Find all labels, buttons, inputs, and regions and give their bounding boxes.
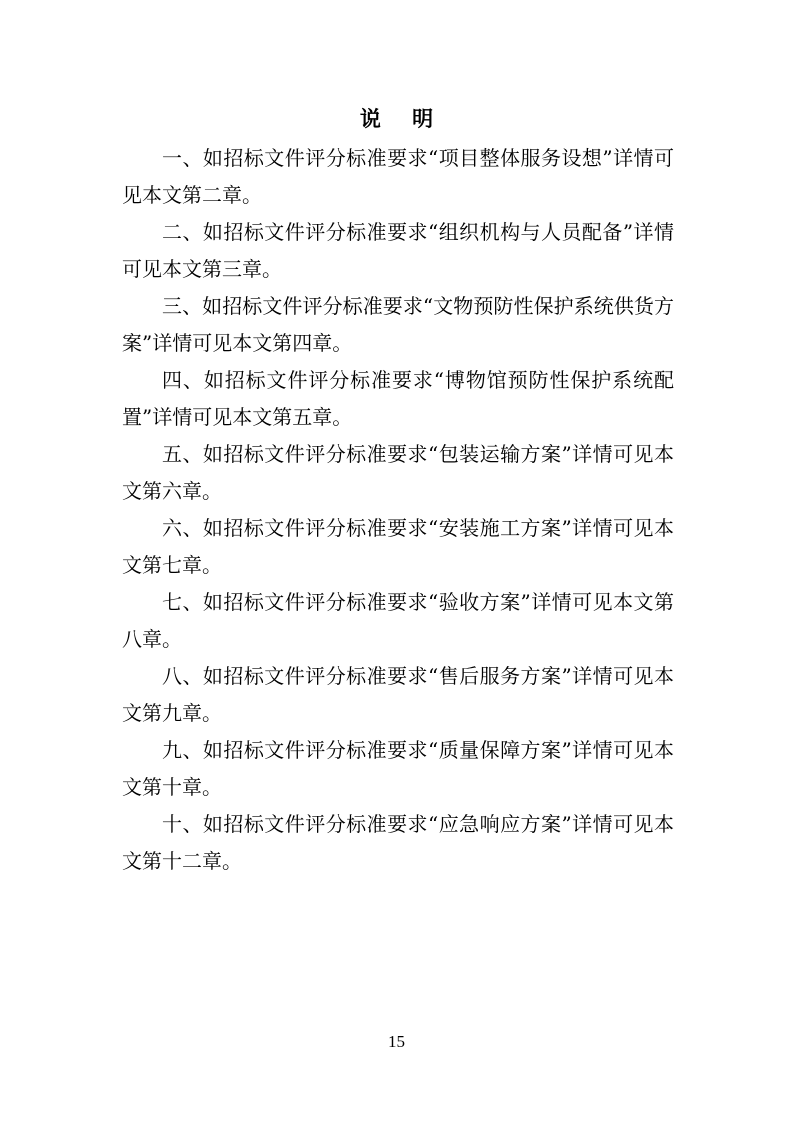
instruction-item-3: 三、如招标文件评分标准要求“文物预防性保护系统供货方案”详情可见本文第四章。 — [122, 294, 674, 355]
instructions-list — [122, 140, 674, 880]
page-title: 说 明 — [359, 106, 446, 131]
instruction-item-9: 九、如招标文件评分标准要求“质量保障方案”详情可见本文第十章。 — [122, 738, 674, 799]
instruction-item-1: 一、如招标文件评分标准要求“项目整体服务设想”详情可见本文第二章。 — [122, 146, 674, 207]
instruction-item-7: 七、如招标文件评分标准要求“验收方案”详情可见本文第八章。 — [122, 590, 674, 651]
instruction-item-6: 六、如招标文件评分标准要求“安装施工方案”详情可见本文第七章。 — [122, 516, 674, 577]
instruction-item-4: 四、如招标文件评分标准要求“博物馆预防性保护系统配置”详情可见本文第五章。 — [122, 368, 674, 429]
instruction-item-2: 二、如招标文件评分标准要求“组织机构与人员配备”详情可见本文第三章。 — [122, 220, 674, 281]
instruction-item-8: 八、如招标文件评分标准要求“售后服务方案”详情可见本文第九章。 — [122, 664, 674, 725]
page-number: 15 — [388, 1032, 405, 1051]
instruction-item-5: 五、如招标文件评分标准要求“包装运输方案”详情可见本文第六章。 — [122, 442, 674, 503]
instruction-item-10: 十、如招标文件评分标准要求“应急响应方案”详情可见本文第十二章。 — [122, 812, 674, 873]
